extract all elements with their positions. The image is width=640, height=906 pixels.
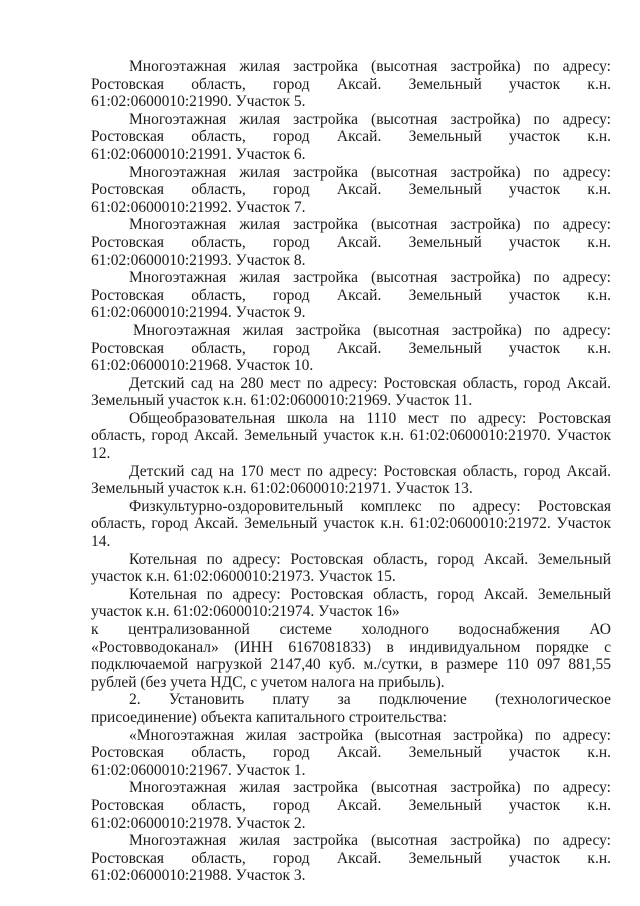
item-2-word: Установить bbox=[168, 691, 245, 709]
document-page bbox=[91, 58, 611, 885]
item-2-word: за bbox=[337, 691, 351, 709]
paragraph-plot-2: Многоэтажная жилая застройка (высотная застройка) по адресу: Ростовская область, город Аксай. Земельный участок к.н. 61:02:0600010:21978. Участок 2. bbox=[91, 779, 611, 832]
paragraph-plot-16: Котельная по адресу: Ростовская область, город Аксай. Земельный участок к.н. 61:02:0600010:21974. Участок 16» bbox=[91, 585, 611, 621]
paragraph-plot-6: Многоэтажная жилая застройка (высотная застройка) по адресу: Ростовская область, город Аксай. Земельный участок к.н. 61:02:0600010:21991. Участок 6. bbox=[91, 110, 611, 163]
paragraph-plot-1: «Многоэтажная жилая застройка (высотная застройка) по адресу: Ростовская область, город Аксай. Земельный участок к.н. 61:02:0600010:21967. Участок 1. bbox=[91, 726, 611, 779]
paragraph-plot-13: Детский сад на 170 мест по адресу: Ростовская область, город Аксай. Земельный участок к.н. 61:02:0600010:21971. Участок 13. bbox=[91, 462, 611, 498]
item-2-word: подключение bbox=[378, 691, 467, 709]
paragraph-plot-14: Физкультурно-оздоровительный комплекс по адресу: Ростовская область, город Аксай. Земельный участок к.н. 61:02:0600010:21972. Участок 14. bbox=[91, 497, 611, 551]
item-2-continuation: присоединение) объекта капитального строительства: bbox=[91, 708, 447, 726]
paragraph-plot-9: Многоэтажная жилая застройка (высотная застройка) по адресу: Ростовская область, город Аксай. Земельный участок к.н. 61:02:0600010:21994. Участок 9. bbox=[91, 269, 611, 322]
paragraph-plot-12: Общеобразовательная школа на 1110 мест по адресу: Ростовская область, город Аксай. Земельный участок к.н. 61:02:0600010:21970. Участок 12. bbox=[91, 409, 611, 463]
paragraph-plot-7: Многоэтажная жилая застройка (высотная застройка) по адресу: Ростовская область, город Аксай. Земельный участок к.н. 61:02:0600010:21992. Участок 7. bbox=[91, 163, 611, 216]
paragraph-plot-5: Многоэтажная жилая застройка (высотная застройка) по адресу: Ростовская область, город Аксай. Земельный участок к.н. 61:02:0600010:21990. Участок 5. bbox=[91, 58, 611, 111]
paragraph-plot-8: Многоэтажная жилая застройка (высотная застройка) по адресу: Ростовская область, город Аксай. Земельный участок к.н. 61:02:0600010:21993. Участок 8. bbox=[91, 216, 611, 269]
item-2-word: плату bbox=[272, 691, 310, 709]
item-2-heading bbox=[91, 691, 611, 709]
connection-paragraph: к централизованной системе холодного водоснабжения АО «Ростовводоканал» (ИНН 6167081833) в индивидуальном порядке с подключаемой нагрузкой 2147,40 куб. м./сутки, в размере 110 097 881,55 рублей (без учета НДС, с учетом налога на прибыль). bbox=[91, 621, 611, 691]
item-2-word: (технологическое bbox=[495, 691, 611, 709]
paragraph-plot-11: Детский сад на 280 мест по адресу: Ростовская область, город Аксай. Земельный участок к.н. 61:02:0600010:21969. Участок 11. bbox=[91, 374, 611, 410]
item-2-number: 2. bbox=[129, 691, 141, 709]
paragraph-plot-15: Котельная по адресу: Ростовская область, город Аксай. Земельный участок к.н. 61:02:0600010:21973. Участок 15. bbox=[91, 550, 611, 586]
paragraph-plot-3: Многоэтажная жилая застройка (высотная застройка) по адресу: Ростовская область, город Аксай. Земельный участок к.н. 61:02:0600010:21988. Участок 3. bbox=[91, 832, 611, 885]
paragraph-plot-10: Многоэтажная жилая застройка (высотная застройка) по адресу: Ростовская область, город Аксай. Земельный участок к.н. 61:02:0600010:21968. Участок 10. bbox=[91, 321, 611, 375]
